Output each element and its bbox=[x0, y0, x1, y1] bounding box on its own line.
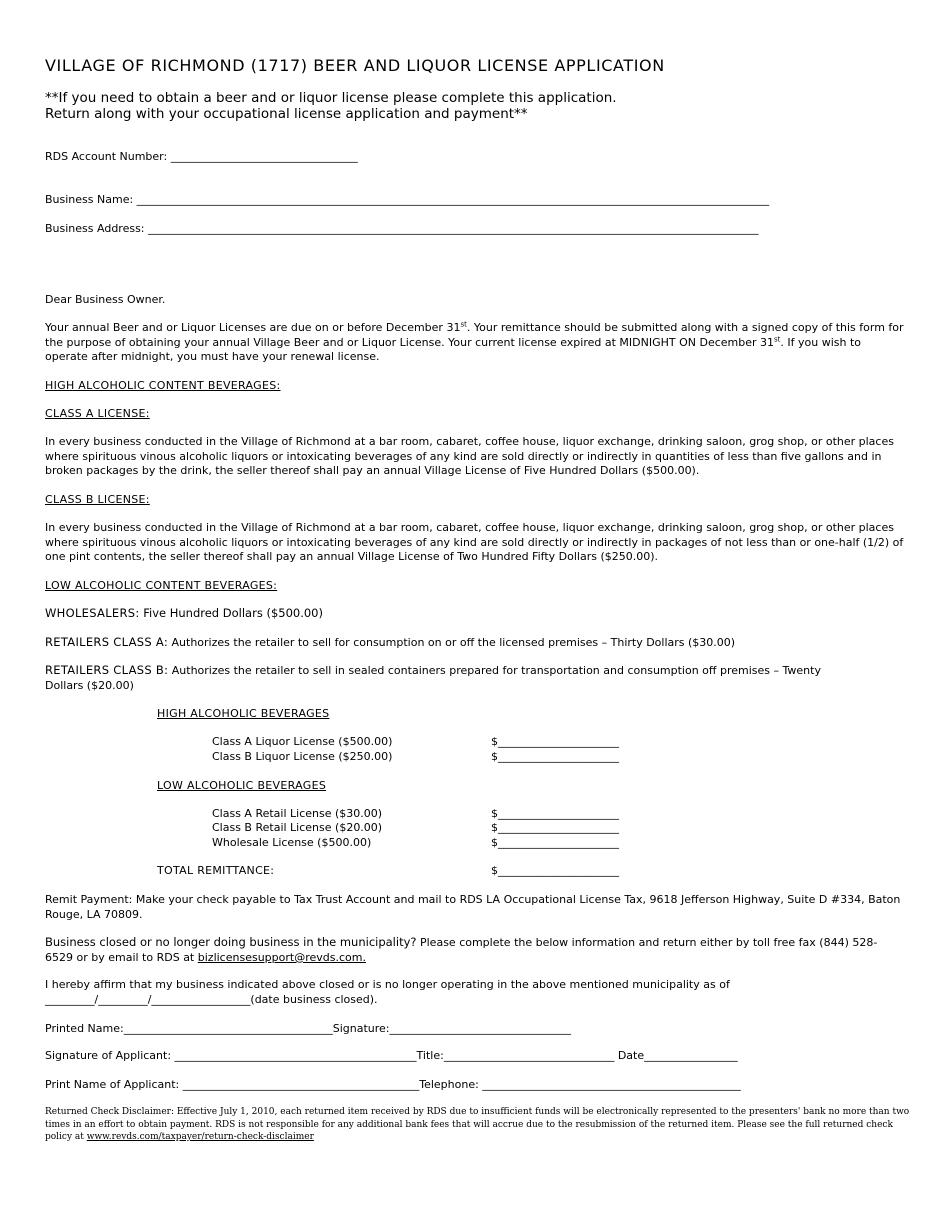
applicant-name-field[interactable] bbox=[45, 1078, 741, 1091]
wholesalers-label: WHOLESALERS: bbox=[45, 606, 140, 620]
intro-line-1: **If you need to obtain a beer and or liquor license please complete this application. bbox=[45, 90, 617, 106]
retailers-b-label: RETAILERS CLASS B: bbox=[45, 663, 169, 677]
business-address-field[interactable]: Business Address: _______________________________________________________________________________________________________________ bbox=[45, 222, 759, 235]
returned-check-disclaimer bbox=[45, 1106, 910, 1144]
class-a-text: In every business conducted in the Village of Richmond at a bar room, cabaret, coffee house, liquor exchange, drinking saloon, grog shop, or other places where spirituous vinous alcoholic liquors or intoxicating beverages of any kind are sold directly or indirectly in quantities of less than five gallons and in broken packages by the drink, the seller thereof shall pay an annual Village License of Five Hundred Dollars ($500.00). bbox=[45, 435, 894, 477]
salutation: Dear Business Owner. bbox=[45, 293, 166, 306]
retailers-a-line bbox=[45, 635, 735, 649]
page-title: VILLAGE OF RICHMOND (1717) BEER AND LIQUOR LICENSE APPLICATION bbox=[45, 56, 665, 75]
fee-amount-field[interactable]: $______________________ bbox=[491, 750, 619, 763]
high-content-heading: HIGH ALCOHOLIC CONTENT BEVERAGES: bbox=[45, 379, 281, 392]
total-remittance-field[interactable]: $______________________ bbox=[491, 864, 619, 877]
business-closed bbox=[45, 935, 905, 965]
fee-label: Class A Retail License ($30.00) bbox=[212, 807, 383, 820]
intro bbox=[45, 90, 617, 122]
fee-label: Class B Retail License ($20.00) bbox=[212, 821, 383, 834]
applicant-name-line: Print Name of Applicant: ___________________________________________Telephone: _______________________________________________ bbox=[45, 1078, 741, 1091]
letter-text-1: Your annual Beer and or Liquor Licenses are due on or before December 31 bbox=[45, 321, 461, 334]
low-beverages-heading: LOW ALCOHOLIC BEVERAGES bbox=[157, 779, 327, 792]
affirm-text: I hereby affirm that my business indicated above closed or is no longer operating in the above mentioned municipality as of bbox=[45, 978, 730, 991]
letter-paragraph bbox=[45, 321, 905, 365]
closed-instructions: Please complete the below information and return either by toll free fax (844) 528-6529 or by email to RDS at bbox=[45, 936, 878, 964]
total-remittance-label: TOTAL REMITTANCE: bbox=[157, 864, 275, 877]
closed-date-field[interactable]: _________/_________/__________________(date business closed). bbox=[45, 993, 378, 1006]
retailers-b-text: Authorizes the retailer to sell in sealed containers prepared for transportation and consumption off premises – Twenty Dollars ($20.00) bbox=[45, 664, 821, 692]
closed-question: Business closed or no longer doing business in the municipality? bbox=[45, 935, 417, 949]
applicant-signature-field[interactable] bbox=[45, 1049, 738, 1062]
fee-amount-field[interactable]: $______________________ bbox=[491, 807, 619, 820]
fee-label: Class A Liquor License ($500.00) bbox=[212, 735, 393, 748]
support-email-link[interactable]: bizlicensesupport@revds.com. bbox=[197, 951, 366, 964]
class-a-heading: CLASS A LICENSE: bbox=[45, 407, 150, 420]
wholesalers-line bbox=[45, 606, 323, 620]
retailers-a-label: RETAILERS CLASS A: bbox=[45, 635, 169, 649]
applicant-signature-line: Signature of Applicant: ____________________________________________Title:_______________________________ Date_________________ bbox=[45, 1049, 738, 1062]
wholesalers-text: Five Hundred Dollars ($500.00) bbox=[139, 606, 323, 620]
retailers-a-text: Authorizes the retailer to sell for consumption on or off the licensed premises – Thirty Dollars ($30.00) bbox=[168, 636, 736, 649]
high-beverages-heading: HIGH ALCOHOLIC BEVERAGES bbox=[157, 707, 330, 720]
class-b-text: In every business conducted in the Village of Richmond at a bar room, cabaret, coffee house, liquor exchange, drinking saloon, grog shop, or other places where spirituous vinous alcoholic liquors or intoxicating beverages of any kind are sold directly or indirectly in packages of not less than or one-half (1/2) of one pint contents, the seller thereof shall pay an annual Village License of Two Hundred Fifty Dollars ($250.00). bbox=[45, 521, 904, 563]
remit-payment: Remit Payment: Make your check payable to Tax Trust Account and mail to RDS LA Occupational License Tax, 9618 Jefferson Highway, Suite D #334, Baton Rouge, LA 70809. bbox=[45, 893, 901, 921]
fee-label: Wholesale License ($500.00) bbox=[212, 836, 372, 849]
low-content-heading: LOW ALCOHOLIC CONTENT BEVERAGES: bbox=[45, 579, 278, 592]
intro-line-2: Return along with your occupational license application and payment** bbox=[45, 106, 528, 122]
disclaimer-link[interactable]: www.revds.com/taxpayer/return-check-disclaimer bbox=[86, 1132, 314, 1142]
letter-text-2: . Your remittance should be submitted along with a signed copy of this form for the purpose of obtaining your annual Village Beer and or Liquor License. Your current license expired at MIDNIGHT ON December 31 bbox=[45, 321, 904, 349]
retailers-b-line bbox=[45, 663, 845, 693]
fee-amount-field[interactable]: $______________________ bbox=[491, 836, 619, 849]
printed-name-signature-field[interactable]: Printed Name:______________________________________Signature:_________________________________ bbox=[45, 1022, 571, 1035]
class-b-heading: CLASS B LICENSE: bbox=[45, 493, 150, 506]
superscript: st bbox=[774, 334, 781, 343]
superscript: st bbox=[460, 320, 467, 329]
disclaimer-text: Returned Check Disclaimer: Effective July 1, 2010, each returned item received by RDS due to insufficient funds will be electronically represented to the presenters' bank no more than two times in an effort to obtain payment. RDS is not responsible for any additional bank fees that will accrue due to the resubmission of the returned item. Please see the full returned check policy at bbox=[45, 1107, 910, 1142]
letter-text-3: . If you wish to operate after midnight, you must have your renewal license. bbox=[45, 335, 862, 363]
fee-amount-field[interactable]: $______________________ bbox=[491, 821, 619, 834]
business-name-field[interactable]: Business Name: ___________________________________________________________________________________________________________________ bbox=[45, 193, 770, 206]
rds-account-field[interactable]: RDS Account Number: __________________________________ bbox=[45, 150, 358, 163]
fee-amount-field[interactable]: $______________________ bbox=[491, 735, 619, 748]
fee-label: Class B Liquor License ($250.00) bbox=[212, 750, 393, 763]
